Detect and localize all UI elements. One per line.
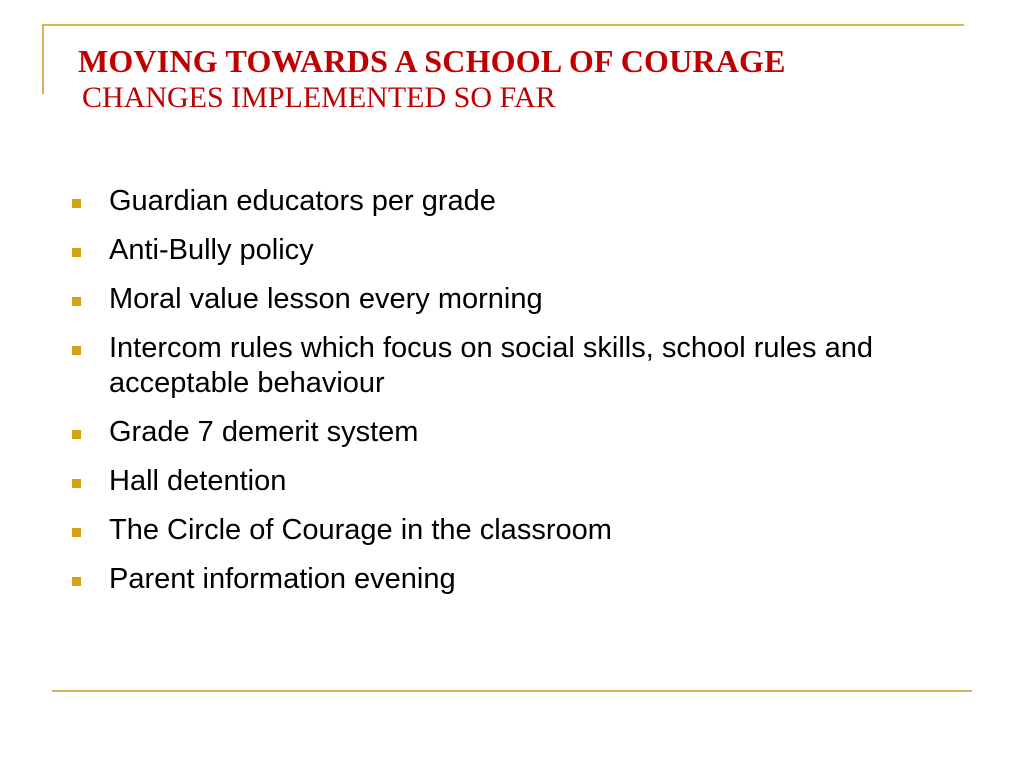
bullet-text: Anti-Bully policy [109,234,314,266]
square-bullet-icon [72,346,81,355]
bullet-item [70,415,950,450]
bullet-list [70,184,950,611]
bottom-divider [52,690,972,692]
square-bullet-icon [72,577,81,586]
title-block [78,42,978,116]
bullet-text: Parent information evening [109,563,456,595]
bullet-text: Moral value lesson every morning [109,283,543,315]
bullet-text: The Circle of Courage in the classroom [109,514,612,546]
square-bullet-icon [72,297,81,306]
bullet-text: Grade 7 demerit system [109,416,419,448]
slide-title: MOVING TOWARDS A SCHOOL OF COURAGE [78,43,786,79]
square-bullet-icon [72,479,81,488]
bullet-item [70,184,950,219]
bullet-item [70,233,950,268]
square-bullet-icon [72,430,81,439]
bullet-item [70,562,950,597]
square-bullet-icon [72,248,81,257]
left-divider [42,24,44,94]
bullet-item [70,331,950,401]
slide-subtitle: CHANGES IMPLEMENTED SO FAR [82,81,556,114]
bullet-text: Intercom rules which focus on social skills, school rules and acceptable behaviour [109,332,873,399]
bullet-text: Guardian educators per grade [109,185,496,217]
square-bullet-icon [72,528,81,537]
bullet-text: Hall detention [109,465,287,497]
bullet-item [70,282,950,317]
top-divider [42,24,964,26]
bullet-item [70,513,950,548]
square-bullet-icon [72,199,81,208]
bullet-item [70,464,950,499]
